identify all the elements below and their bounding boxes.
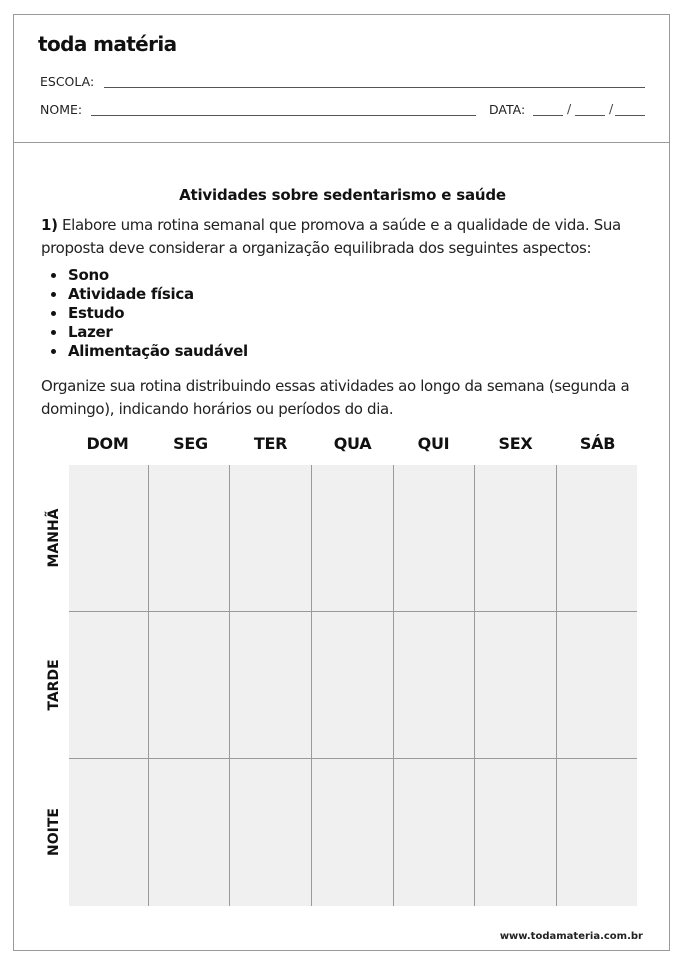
period-label-noite: NOITE [46,808,62,856]
bullet-icon [51,349,56,354]
schedule-cell[interactable] [69,759,148,906]
list-item [50,266,248,285]
schedule-grid [69,465,637,906]
logo: toda matéria [38,32,177,56]
schedule-cell[interactable] [230,759,311,906]
schedule-cell[interactable] [312,612,393,759]
schedule-cell[interactable] [69,465,148,612]
name-input-line[interactable] [91,115,476,116]
list-item [50,304,248,323]
schedule-cell[interactable] [230,612,311,759]
date-month-line[interactable] [575,115,605,116]
aspect-label: Alimentação saudável [68,342,248,360]
aspect-label: Lazer [68,323,113,341]
aspect-label: Atividade física [68,285,194,303]
school-input-line[interactable] [104,87,645,88]
period-label-manha: MANHÃ [46,508,62,568]
schedule-cell[interactable] [394,759,474,906]
schedule-cell[interactable] [149,465,229,612]
schedule-cell[interactable] [69,612,148,759]
date-separator: / [567,101,572,116]
schedule-cell[interactable] [557,759,637,906]
school-label: ESCOLA: [40,74,95,89]
bullet-icon [51,273,56,278]
date-label: DATA: [489,102,526,117]
list-item [50,285,248,304]
schedule-cell[interactable] [394,465,474,612]
header-divider [13,142,670,143]
question-number: 1) [41,216,58,234]
bullet-icon [51,330,56,335]
list-item [50,323,248,342]
day-header-qua: QUA [333,434,372,453]
schedule-cell[interactable] [557,465,637,612]
schedule-cell[interactable] [475,759,556,906]
worksheet-title: Atividades sobre sedentarismo e saúde [179,186,506,204]
schedule-cell[interactable] [394,612,474,759]
list-item [50,342,248,361]
day-header-sex: SEX [498,434,533,453]
schedule-cell[interactable] [230,465,311,612]
aspect-label: Sono [68,266,109,284]
footer-url[interactable]: www.todamateria.com.br [499,931,643,942]
date-day-line[interactable] [533,115,563,116]
schedule-cell[interactable] [475,612,556,759]
schedule-cell[interactable] [475,465,556,612]
instruction-paragraph: Organize sua rotina distribuindo essas atividades ao longo da semana (segunda a domingo), indicando horários ou períodos do dia. [41,377,630,418]
schedule-cell[interactable] [557,612,637,759]
aspects-list [50,266,248,361]
day-header-dom: DOM [86,434,129,453]
question-paragraph [41,214,651,260]
bullet-icon [51,292,56,297]
date-year-line[interactable] [615,115,645,116]
aspect-label: Estudo [68,304,125,322]
schedule-cell[interactable] [149,759,229,906]
day-header-ter: TER [253,434,288,453]
question-text: Elabore uma rotina semanal que promova a saúde e a qualidade de vida. Sua proposta deve considerar a organização equilibrada dos seguintes aspectos: [41,216,621,257]
period-label-tarde: TARDE [46,659,62,711]
date-separator: / [609,101,614,116]
name-label: NOME: [40,102,83,117]
bullet-icon [51,311,56,316]
day-header-sab: SÁB [579,434,616,453]
schedule-cell[interactable] [312,759,393,906]
day-header-qui: QUI [417,434,450,453]
schedule-cell[interactable] [312,465,393,612]
day-header-seg: SEG [173,434,208,453]
schedule-cell[interactable] [149,612,229,759]
